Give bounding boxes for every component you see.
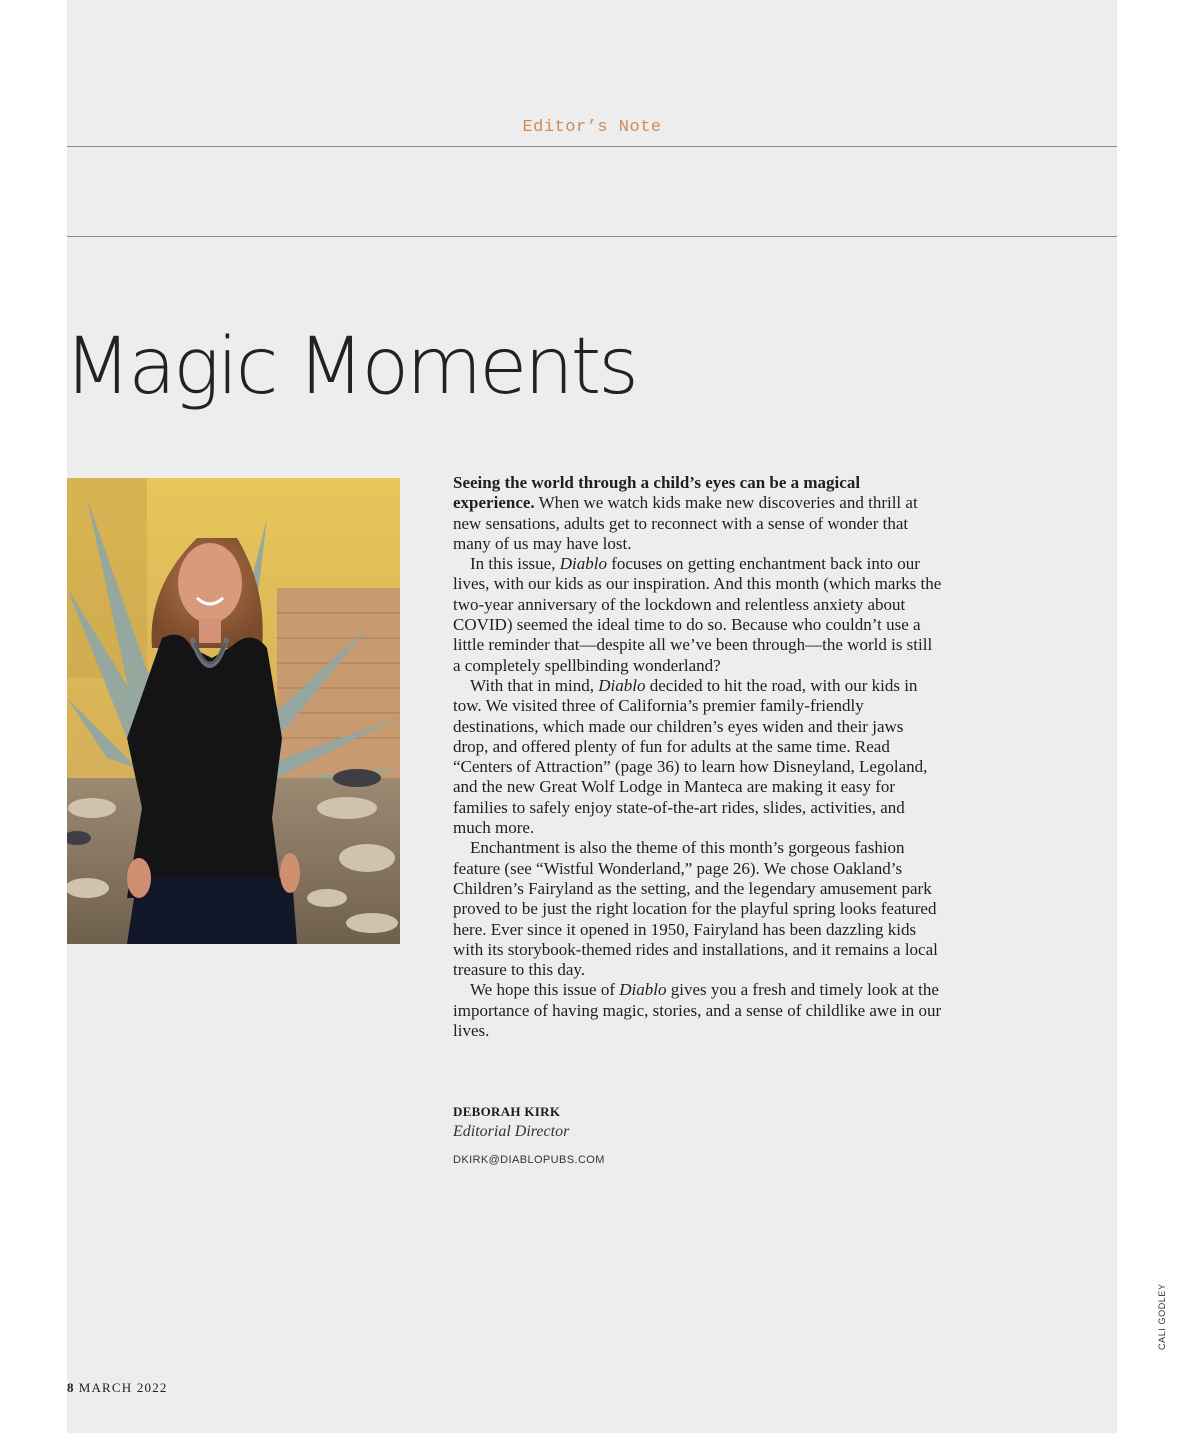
editor-portrait-photo	[67, 478, 400, 944]
article-body	[453, 473, 943, 1041]
paragraph-3	[453, 676, 943, 838]
paragraph-2-text-b: focuses on getting enchantment back into our lives, with our kids as our inspiration. And this month (which marks the two-year anniversary of the lockdown and relentless anxiety about COVID) seemed the ideal time to do so. Because who couldn’t use a little reminder that—despite all we’ve been through—the world is still a completely spellbinding wonderland?	[453, 554, 942, 675]
paragraph-5-text-a: We hope this issue of	[470, 980, 620, 1000]
section-label: Editor’s Note	[522, 118, 662, 137]
photo-credit: CALI GODLEY	[1157, 1283, 1167, 1350]
headline: Magic Moments	[64, 322, 636, 412]
signature-block	[453, 1104, 605, 1166]
page-number: 8	[67, 1380, 75, 1395]
paragraph-3-text-a: With that in mind,	[470, 675, 599, 695]
paragraph-2-text-a: In this issue,	[470, 554, 560, 574]
paragraph-5-text-b: gives you a fresh and timely look at the importance of having magic, stories, and a sense of childlike awe in our lives.	[453, 980, 942, 1041]
author-email-link[interactable]: DKIRK@DIABLOPUBS.COM	[453, 1154, 605, 1166]
issue-date: MARCH 2022	[78, 1380, 168, 1395]
magazine-name: Diablo	[619, 980, 667, 1000]
paragraph-3-text-b: decided to hit the road, with our kids in tow. We visited three of California’s premier family-friendly destinations, which made our children’s eyes widen and their jaws drop, and offered plenty of fun for adults at the same time. Read “Centers of Attraction” (page 36) to learn how Disneyland, Legoland, and the new Great Wolf Lodge in Manteca are making it easy for families to safely enjoy state-of-the-art rides, slides, activities, and much more.	[453, 675, 928, 838]
paragraph-1-text: When we watch kids make new discoveries and thrill at new sensations, adults get to reconnect with a sense of wonder that many of us may have lost.	[453, 493, 918, 553]
bottom-rule	[67, 236, 1117, 237]
paragraph-2	[453, 554, 943, 676]
author-name: DEBORAH KIRK	[453, 1104, 561, 1119]
paragraph-5	[453, 980, 943, 1041]
magazine-name: Diablo	[598, 675, 646, 695]
page-folio	[67, 1380, 168, 1396]
paragraph-4: Enchantment is also the theme of this month’s gorgeous fashion feature (see “Wistful Wonderland,” page 26). We chose Oakland’s Children’s Fairyland as the setting, and the legendary amusement park proved to be just the right location for the playful spring looks featured here. Ever since it opened in 1950, Fairyland has been dazzling kids with its storybook-themed rides and installations, and it remains a local treasure to this day.	[453, 838, 938, 980]
magazine-name: Diablo	[559, 554, 607, 574]
paragraph-1	[453, 473, 943, 554]
top-rule	[67, 146, 1117, 147]
author-title: Editorial Director	[453, 1123, 570, 1140]
lead-sentence: Seeing the world through a child’s eyes can be a magical experience.	[453, 473, 861, 513]
